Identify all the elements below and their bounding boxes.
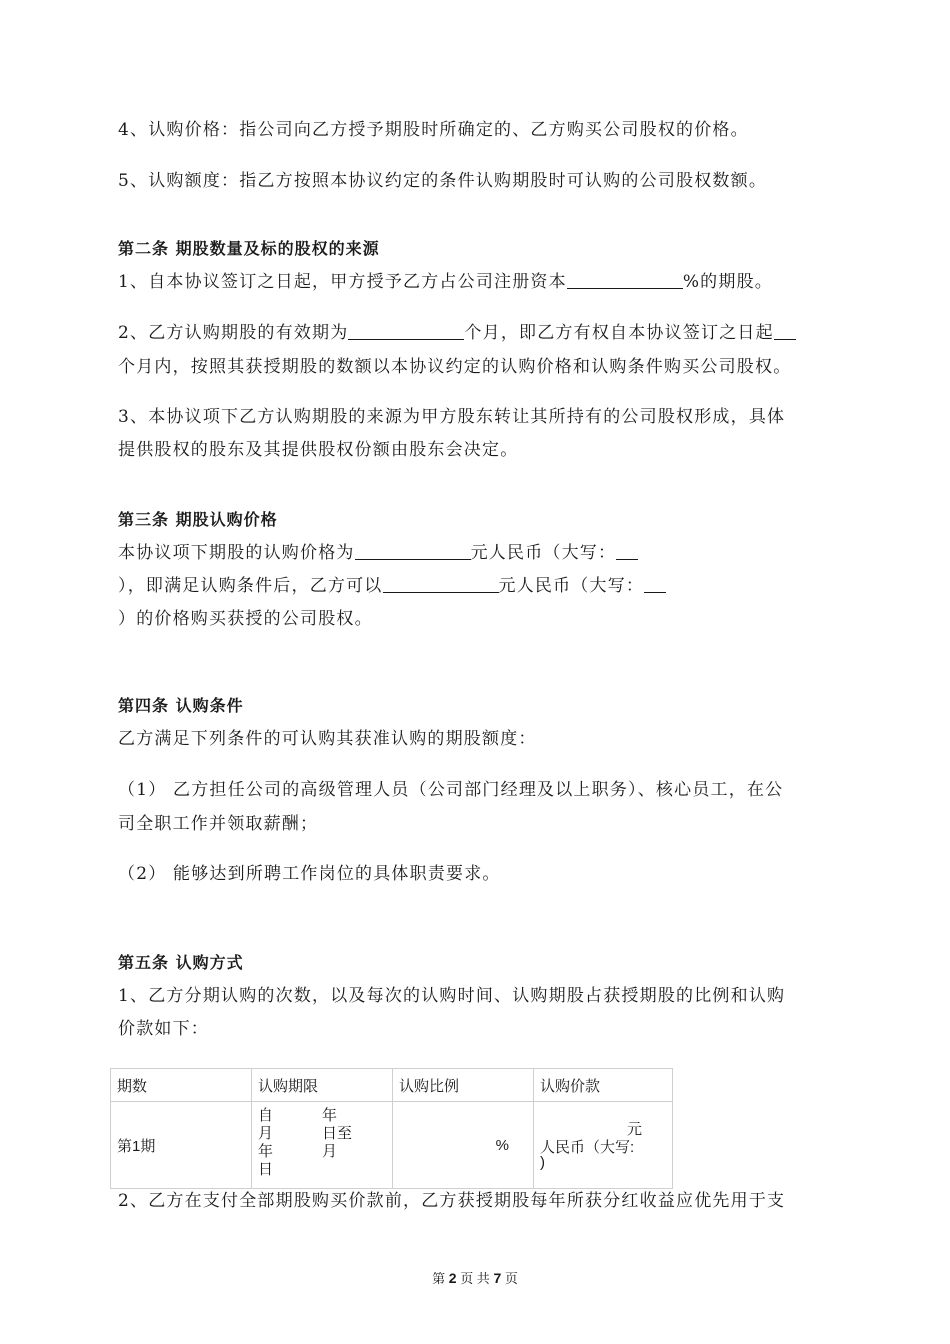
table-header-cell: 认购价款 bbox=[534, 1069, 673, 1102]
blank-field bbox=[355, 542, 471, 560]
page-footer: 第 2 页 共 7 页 bbox=[432, 1270, 518, 1286]
article-4-title: 第四条 认购条件 bbox=[118, 696, 244, 715]
blank-field bbox=[616, 542, 638, 560]
article-3-line-3: ）的价格购买获授的公司股权。 bbox=[118, 609, 373, 629]
item-4: 4、认购价格：指公司向乙方授予期股时所确定的、乙方购买公司股权的价格。 bbox=[118, 120, 749, 140]
table-header-row bbox=[111, 1069, 673, 1102]
blank-field bbox=[644, 575, 666, 593]
article-2-title: 第二条 期股数量及标的股权的来源 bbox=[118, 239, 380, 258]
blank-field bbox=[774, 322, 796, 340]
table-row bbox=[111, 1102, 673, 1189]
article-4-intro: 乙方满足下列条件的可认购其获准认购的期股额度： bbox=[118, 729, 537, 749]
blank-field bbox=[567, 271, 683, 289]
article-4-condition-1-line-1: （1） 乙方担任公司的高级管理人员（公司部门经理及以上职务）、核心员工，在公 bbox=[118, 780, 784, 800]
total-pages: 7 bbox=[493, 1270, 502, 1286]
term-cell: 自 年 月 日至 年 月 日 bbox=[252, 1102, 393, 1189]
subscription-table bbox=[110, 1068, 673, 1189]
article-2-para-3-line-1: 3、本协议项下乙方认购期股的来源为甲方股东转让其所持有的公司股权形成，具体 bbox=[118, 407, 786, 427]
page-number: 2 bbox=[448, 1270, 457, 1286]
article-3-line-1: 本协议项下期股的认购价格为 元人民币（大写： bbox=[118, 542, 638, 564]
article-4-condition-2: （2） 能够达到所聘工作岗位的具体职责要求。 bbox=[118, 864, 501, 884]
period-cell: 第1期 bbox=[111, 1102, 252, 1189]
article-2-para-3-line-2: 提供股权的股东及其提供股权份额由股东会决定。 bbox=[118, 440, 519, 460]
article-3-line-2: ），即满足认购条件后，乙方可以 元人民币（大写： bbox=[118, 575, 666, 597]
ratio-cell: % bbox=[393, 1102, 534, 1189]
table-header-cell: 认购比例 bbox=[393, 1069, 534, 1102]
article-4-condition-1-line-2: 司全职工作并领取薪酬； bbox=[118, 814, 319, 834]
article-5-para-1-line-2: 价款如下： bbox=[118, 1019, 209, 1039]
article-3-title: 第三条 期股认购价格 bbox=[118, 510, 278, 529]
blank-field bbox=[383, 575, 499, 593]
item-5: 5、认购额度：指乙方按照本协议约定的条件认购期股时可认购的公司股权数额。 bbox=[118, 171, 768, 191]
article-5-para-1-line-1: 1、乙方分期认购的次数，以及每次的认购时间、认购期股占获授期股的比例和认购 bbox=[118, 986, 786, 1006]
article-5-para-2: 2、乙方在支付全部期股购买价款前，乙方获授期股每年所获分红收益应优先用于支 bbox=[118, 1191, 786, 1211]
article-5-title: 第五条 认购方式 bbox=[118, 953, 244, 972]
table-header-cell: 认购期限 bbox=[252, 1069, 393, 1102]
article-2-para-2-line-2: 个月内，按照其获授期股的数额以本协议约定的认购价格和认购条件购买公司股权。 bbox=[118, 357, 792, 377]
price-cell: 元 人民币（大写: ) bbox=[534, 1102, 673, 1189]
blank-field bbox=[348, 322, 464, 340]
table-header-cell: 期数 bbox=[111, 1069, 252, 1102]
article-2-para-2-line-1: 2、乙方认购期股的有效期为 个月，即乙方有权自本协议签订之日起 bbox=[118, 322, 796, 344]
article-2-para-1: 1、自本协议签订之日起，甲方授予乙方占公司注册资本 %的期股。 bbox=[118, 272, 773, 292]
